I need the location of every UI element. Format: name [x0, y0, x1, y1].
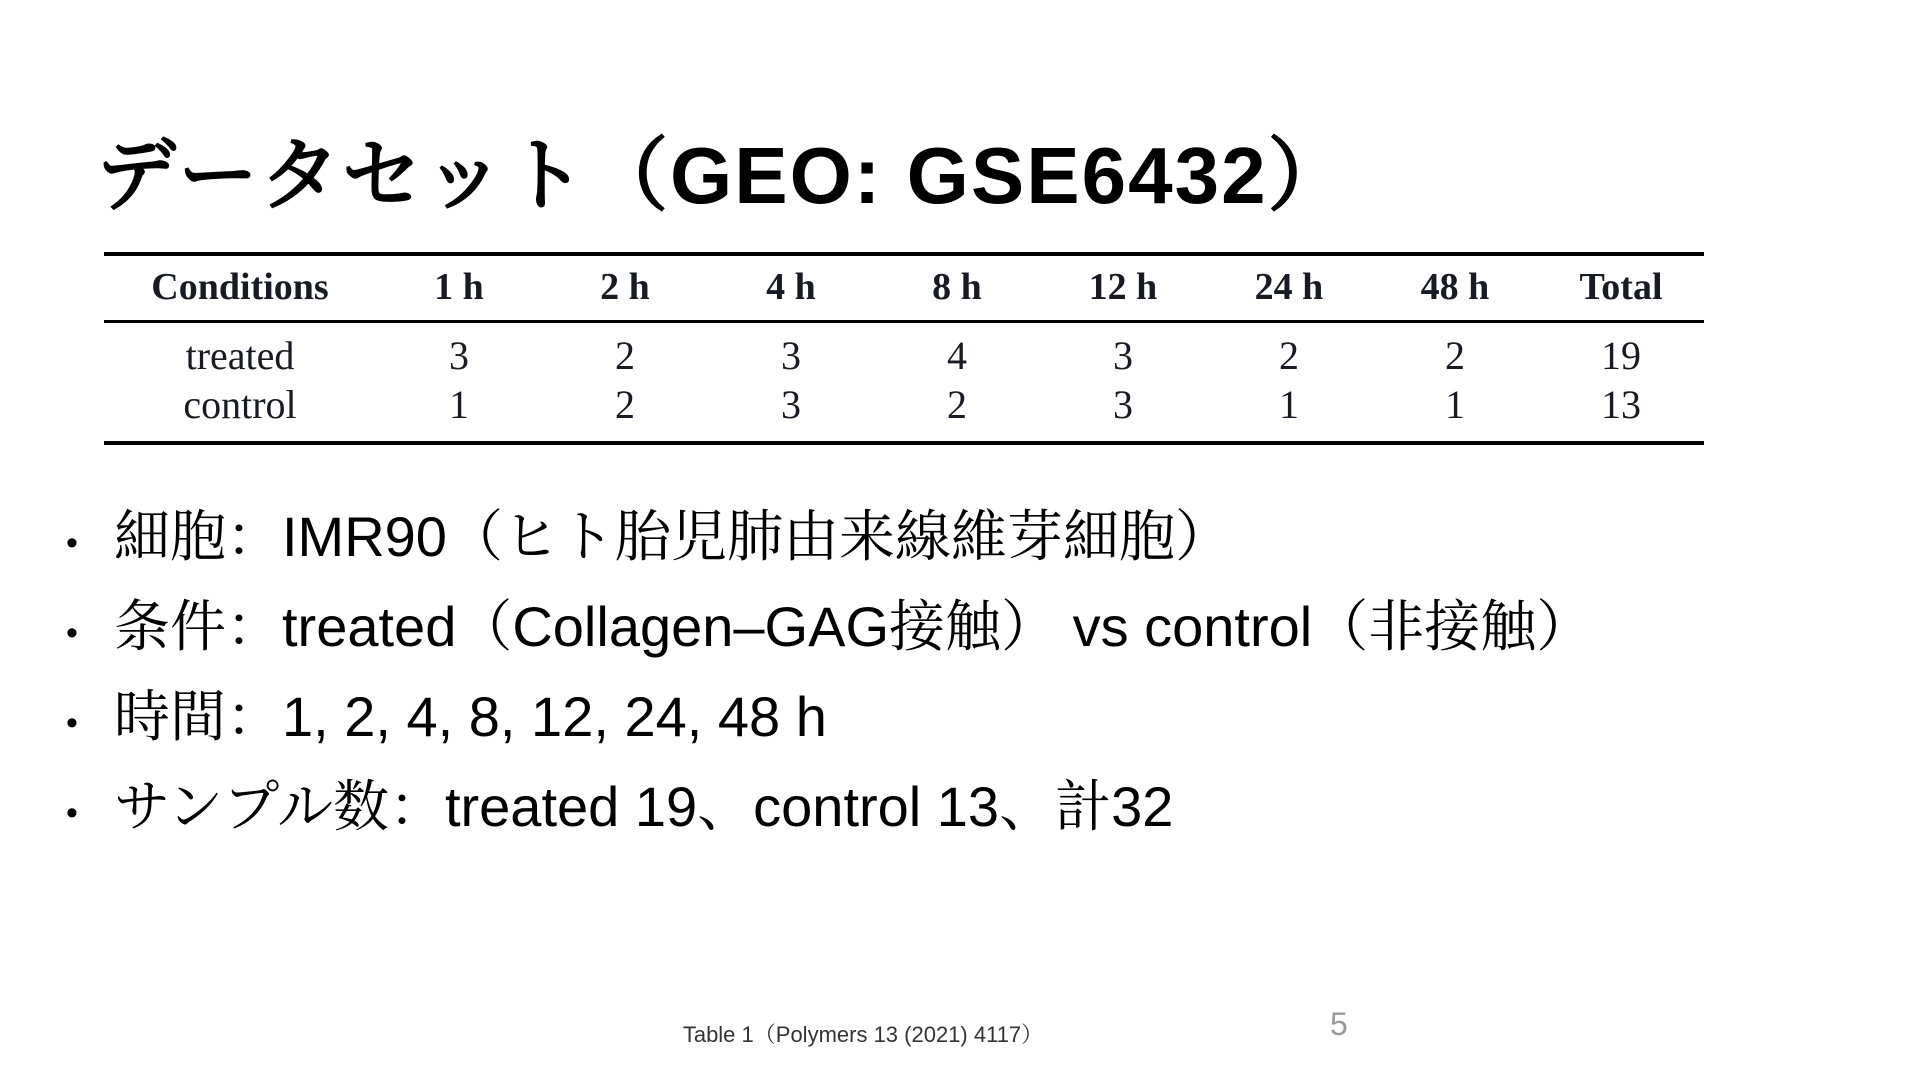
table-cell: 2 — [1279, 333, 1299, 378]
header-cell-total: Total — [1538, 254, 1704, 322]
bullet-text: 条件：treated（Collagen–GAG接触） vs control（非接触） — [114, 595, 1593, 658]
bullet-text: 時間：1, 2, 4, 8, 12, 24, 48 h — [114, 685, 827, 748]
footer-caption: Table 1（Polymers 13 (2021) 4117） — [682, 1022, 1044, 1047]
header-cell-24h: 24 h — [1206, 254, 1372, 322]
table-cell: 2 — [615, 333, 635, 378]
row-label: treated — [185, 333, 295, 378]
header-cell-1h: 1 h — [376, 254, 542, 322]
table-row-treated — [104, 322, 1704, 381]
bullet-text: 細胞：IMR90（ヒト胎児肺由来線維芽細胞） — [114, 505, 1231, 568]
bullet-item-sample-counts — [66, 762, 1592, 852]
table-cell: 3 — [1113, 382, 1133, 427]
samples-table-wrap — [104, 252, 1704, 445]
table-cell: 4 — [947, 333, 967, 378]
page-number: 5 — [1330, 1006, 1348, 1042]
bullet-icon: • — [66, 524, 78, 562]
table-cell: 1 — [449, 382, 469, 427]
table-cell: 3 — [781, 382, 801, 427]
table-cell: 2 — [947, 382, 967, 427]
header-cell-conditions: Conditions — [104, 254, 376, 322]
samples-table — [104, 252, 1704, 445]
table-cell: 2 — [615, 382, 635, 427]
row-label: control — [183, 382, 297, 427]
header-cell-2h: 2 h — [542, 254, 708, 322]
bullet-item-timepoints — [66, 672, 1592, 762]
header-cell-4h: 4 h — [708, 254, 874, 322]
bullet-list — [66, 492, 1592, 852]
header-cell-12h: 12 h — [1040, 254, 1206, 322]
table-cell: 2 — [1445, 333, 1465, 378]
table-header-row — [104, 254, 1704, 322]
table-row-control — [104, 380, 1704, 443]
table-cell: 1 — [1445, 382, 1465, 427]
bullet-icon: • — [66, 704, 78, 742]
table-cell: 1 — [1279, 382, 1299, 427]
bullet-icon: • — [66, 614, 78, 652]
bullet-item-cells — [66, 492, 1592, 582]
bullet-icon: • — [66, 794, 78, 832]
bullet-item-conditions — [66, 582, 1592, 672]
table-cell-total: 13 — [1601, 382, 1641, 427]
table-cell: 3 — [1113, 333, 1133, 378]
page-title: データセット（GEO: GSE6432） — [96, 130, 1350, 220]
table-cell-total: 19 — [1601, 333, 1641, 378]
header-cell-48h: 48 h — [1372, 254, 1538, 322]
header-cell-8h: 8 h — [874, 254, 1040, 322]
bullet-text: サンプル数：treated 19、control 13、計32 — [114, 775, 1174, 838]
table-cell: 3 — [781, 333, 801, 378]
table-cell: 3 — [449, 333, 469, 378]
